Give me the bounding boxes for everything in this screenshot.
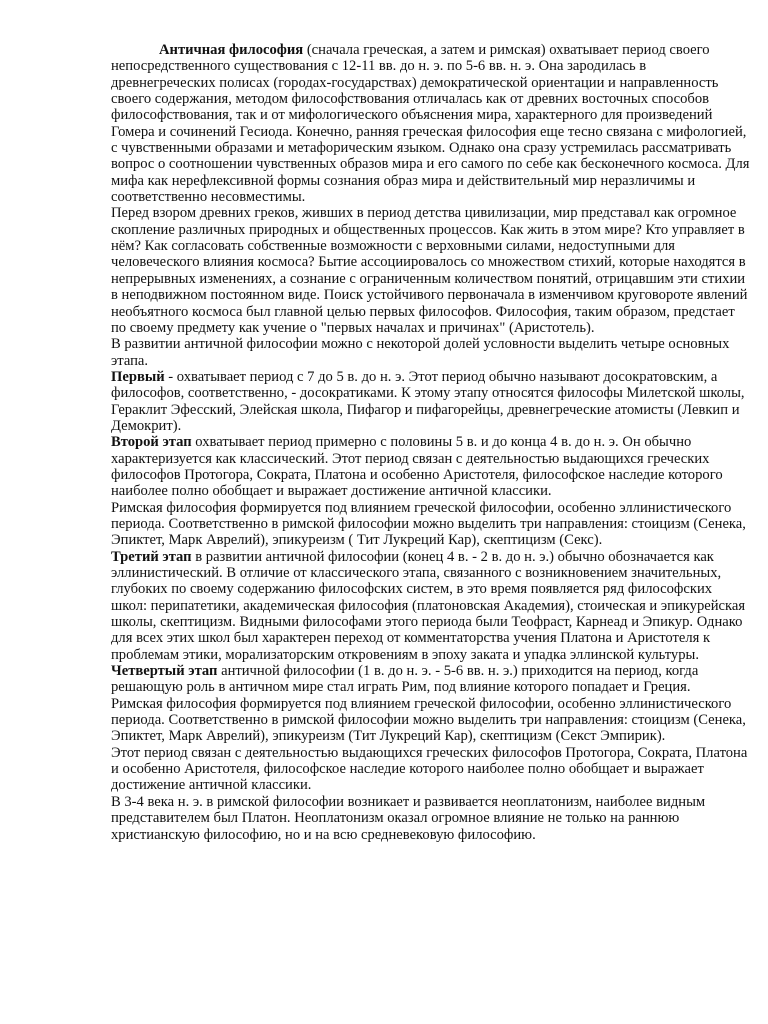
- stage3-paragraph: [111, 549, 751, 663]
- stage4-lead: Четвертый этап: [111, 663, 218, 680]
- stage2-lead: Второй этап: [111, 434, 192, 451]
- stage2-paragraph: [111, 434, 751, 499]
- greeks-paragraph: Перед взором древних греков, живших в период детства цивилизации, мир представал как огромное скопление различных природных и общественных процессов. Как жить в этом мире? Кто управляет в нём? Как согласовать собственные возможности с верховными силами, недоступными для человеческого влияния космоса? Бытие ассоциировалось со множеством стихий, которые находятся в непрерывных изменениях, а сознание с ограниченным количеством понятий, отрицавшим эти стихии в неподвижном постоянном виде. Поиск устойчивого первоначала в изменчивом круговороте явлений необъятного космоса был главной целью первых философов. Философия, таким образом, предстает по своему предмету как учение о "первых началах и причинах" (Аристотель).: [111, 205, 748, 336]
- stage1-text: - охватывает период с 7 до 5 в. до н. э. Этот период обычно называют досократовским, а философов, соответственно, - досократиками. К этому этапу относятся философы Милетской школы, Гераклит Эфесский, Элейская школа, Пифагор и пифагорейцы, древнегреческие атомисты (Левкип и Демокрит).: [111, 368, 745, 434]
- document-body: [111, 42, 751, 843]
- intro-paragraph: [111, 42, 751, 205]
- stage4-paragraph: [111, 663, 751, 696]
- stage2-text: охватывает период примерно с половины 5 в. и до конца 4 в. до н. э. Он обычно характеризуется как классический. Этот период связан с деятельностью выдающихся греческих философов Протогора, Сократа, Платона и особенно Аристотеля, философское наследие которого наиболее полно обобщает и выражает достижение античной классики.: [111, 434, 723, 500]
- roman-philosophy-paragraph-1: Римская философия формируется под влиянием греческой философии, особенно эллинистического периода. Соответственно в римской философии можно выделить три направления: стоицизм (Сенека, Эпиктет, Марк Аврелий), эпикуреизм ( Тит Лукреций Кар), скептицизм (Секс).: [111, 499, 746, 549]
- stage3-text: в развитии античной философии (конец 4 в. - 2 в. до н. э.) обычно обозначается как эллинистический. В отличие от классического этапа, связанного с возникновением значительных, глубоких по своему содержанию философских систем, в это время появляется ряд философских школ: перипатетики, академическая философия (платоновская Академия), стоическая и эпикурейская школы, скептицизм. Видными философами этого периода были Теофраст, Карнеад и Эпикур. Однако для всех этих школ был характерен переход от комментаторства учения Платона и Аристотеля к проблемам этики, морализаторским откровениям в эпоху заката и упадка эллинской культуры.: [111, 548, 746, 663]
- roman-philosophy-paragraph-2: Римская философия формируется под влиянием греческой философии, особенно эллинистического периода. Соответственно в римской философии можно выделить три направления: стоицизм (Сенека, Эпиктет, Марк Аврелий), эпикуреизм (Тит Лукреций Кар), скептицизм (Секст Эмпирик).: [111, 695, 746, 745]
- intro-text: (сначала греческая, а затем и римская) охватывает период своего непосредственного существования с 12-11 вв. до н. э. по 5-6 вв. н. э. Она зародилась в древнегреческих полисах (городах-государствах) демократической ориентации и направленность своего содержания, методом философствования отличалась как от древних восточных способов философствования, так и от мифологического объяснения мира, характерного для произведений Гомера и сочинений Гесиода. Конечно, ранняя греческая философия еще тесно связана с мифологией, с чувственными образами и метафорическим языком. Однако она сразу устремилась рассматривать вопрос о соотношении чувственных образов мира и его самого по себе как бесконечного космоса. Для мифа как нерефлексивной формы сознания образ мира и действительный мир неразличимы и соответственно несовместимы.: [111, 42, 750, 206]
- stage1-paragraph: [111, 369, 751, 434]
- stage1-lead: Первый: [111, 368, 165, 385]
- intro-lead: Античная философия: [159, 42, 304, 58]
- stage3-lead: Третий этап: [111, 548, 192, 565]
- period-paragraph: Этот период связан с деятельностью выдающихся греческих философов Протогора, Сократа, Платона и особенно Аристотеля, философское наследие которого наиболее полно обобщает и выражает достижение античной классики.: [111, 744, 748, 794]
- stage4-text: античной философии (1 в. до н. э. - 5-6 вв. н. э.) приходится на период, когда решающую роль в античном мире стал играть Рим, под влияние которого попадает и Греция.: [111, 663, 699, 696]
- stages-paragraph: В развитии античной философии можно с некоторой долей условности выделить четыре основных этапа.: [111, 336, 730, 369]
- neoplatonism-paragraph: В 3-4 века н. э. в римской философии возникает и развивается неоплатонизм, наиболее видным представителем был Платон. Неоплатонизм оказал огромное влияние не только на раннюю христианскую философию, но и на всю средневековую философию.: [111, 793, 706, 843]
